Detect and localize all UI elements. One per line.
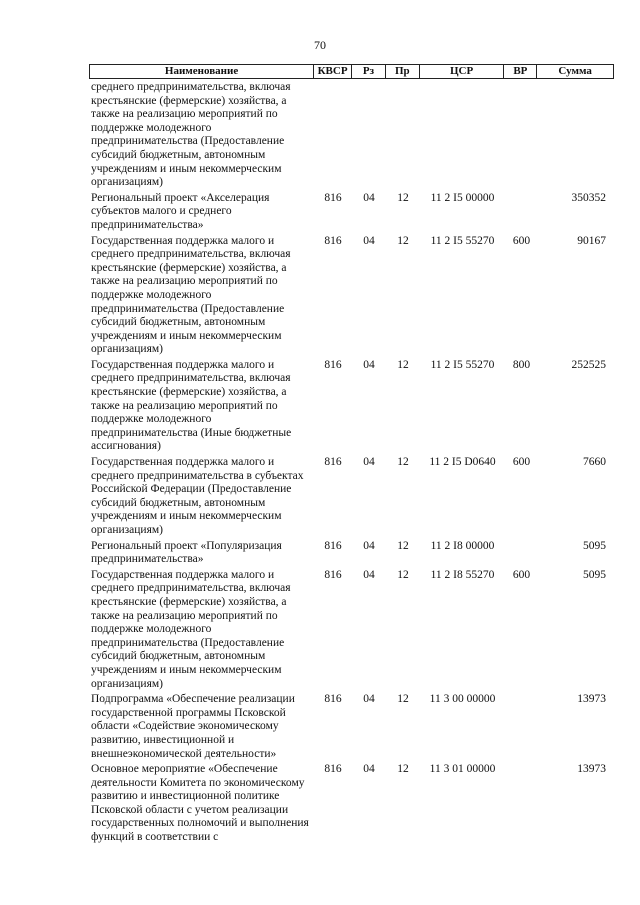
row-pr: 12 — [397, 693, 409, 706]
row-rz: 04 — [363, 568, 375, 581]
row-name: Государственная поддержка малого и среднего предпринимательства, включая крестьянские (фермерские) хозяйства, а также на реализацию мероприятий по поддержке молодежного предпринимательства (Иные бюджетные ассигнования) — [91, 358, 292, 453]
row-vr: 600 — [512, 568, 531, 581]
table-body — [89, 79, 614, 845]
row-vr — [505, 81, 538, 190]
row-sum: 90167 — [577, 234, 606, 247]
row-csr: 11 2 I5 55270 — [430, 234, 495, 247]
header-pr: Пр — [386, 65, 420, 78]
row-csr: 11 2 I5 D0640 — [429, 456, 496, 469]
row-csr — [420, 81, 505, 190]
row-name: Основное мероприятие «Обеспечение деятельности Комитета по экономическому развитию и инвестиционной политике Псковской области с учетом реализации государственных полномочий и выполнения функций в соответствии с — [91, 763, 309, 844]
row-kvsr: 816 — [324, 456, 342, 469]
row-vr — [505, 540, 538, 567]
row-vr — [505, 192, 538, 233]
row-sum: 5095 — [583, 539, 606, 552]
row-vr — [505, 763, 538, 845]
table-row — [89, 540, 614, 567]
row-kvsr: 816 — [324, 191, 342, 204]
row-name: Подпрограмма «Обеспечение реализации государственной программы Псковской области «Содействие экономическому развитию, инвестиционной и внешнеэкономической деятельности» — [91, 693, 295, 760]
row-csr: 11 3 01 00000 — [429, 763, 496, 776]
header-vr: ВР — [504, 65, 537, 78]
row-sum: 7660 — [583, 456, 606, 469]
row-pr: 12 — [397, 234, 409, 247]
row-csr: 11 3 00 00000 — [429, 693, 496, 706]
row-kvsr: 816 — [324, 234, 342, 247]
row-rz: 04 — [363, 191, 375, 204]
row-rz: 04 — [363, 539, 375, 552]
row-rz: 04 — [363, 456, 375, 469]
row-pr — [386, 81, 420, 190]
budget-table — [89, 64, 614, 845]
row-csr: 11 2 I5 00000 — [430, 191, 495, 204]
header-name: Наименование — [90, 65, 314, 78]
row-vr — [505, 693, 538, 761]
row-sum: 350352 — [571, 191, 606, 204]
row-sum: 13973 — [577, 763, 606, 776]
table-row — [89, 693, 614, 761]
row-sum: 252525 — [571, 358, 606, 371]
row-rz: 04 — [363, 358, 375, 371]
row-kvsr: 816 — [324, 358, 342, 371]
row-name: Государственная поддержка малого и среднего предпринимательства, включая крестьянские (фермерские) хозяйства, а также на реализацию мероприятий по поддержке молодежного предпринимательства (Предоставление субсидий бюджетным, автономным учреждениям и иным некоммерческим организациям) — [91, 568, 291, 690]
row-name: Государственная поддержка малого и среднего предпринимательства, включая крестьянские (фермерские) хозяйства, а также на реализацию мероприятий по поддержке молодежного предпринимательства (Предоставление субсидий бюджетным, автономным учреждениям и иным некоммерческим организациям) — [91, 234, 291, 356]
table-row — [89, 569, 614, 691]
row-pr: 12 — [397, 456, 409, 469]
row-csr: 11 2 I5 55270 — [430, 358, 495, 371]
row-rz: 04 — [363, 234, 375, 247]
row-sum: 13973 — [577, 693, 606, 706]
page-number: 70 — [314, 38, 326, 52]
table-row — [89, 192, 614, 233]
row-pr: 12 — [397, 763, 409, 776]
row-rz: 04 — [363, 763, 375, 776]
row-kvsr: 816 — [324, 693, 342, 706]
header-sum: Сумма — [558, 65, 592, 77]
table-row — [89, 359, 614, 454]
row-kvsr: 816 — [324, 763, 342, 776]
row-kvsr: 816 — [324, 539, 342, 552]
row-vr: 600 — [512, 456, 531, 469]
row-kvsr: 816 — [324, 568, 342, 581]
table-header — [89, 64, 614, 79]
table-row — [89, 763, 614, 845]
header-csr: ЦСР — [420, 65, 505, 78]
row-sum — [538, 81, 614, 190]
row-vr: 600 — [512, 234, 531, 247]
row-sum: 5095 — [583, 568, 606, 581]
row-csr: 11 2 I8 55270 — [430, 568, 495, 581]
row-rz: 04 — [363, 693, 375, 706]
row-pr: 12 — [397, 358, 409, 371]
row-rz — [352, 81, 386, 190]
row-name: Региональный проект «Популяризация предпринимательства» — [91, 539, 282, 566]
table-row — [89, 456, 614, 538]
row-name: среднего предпринимательства, включая крестьянские (фермерские) хозяйства, а также на реализацию мероприятий по поддержке молодежного предпринимательства (Предоставление субсидий бюджетным, автономным учреждениям и иным некоммерческим организациям) — [91, 81, 291, 189]
header-rz: Рз — [352, 65, 386, 78]
row-pr: 12 — [397, 568, 409, 581]
header-kvsr: КВСР — [314, 65, 352, 78]
table-row — [89, 235, 614, 357]
row-pr: 12 — [397, 191, 409, 204]
row-vr: 800 — [512, 358, 531, 371]
row-pr: 12 — [397, 539, 409, 552]
row-name: Государственная поддержка малого и среднего предпринимательства в субъектах Российской Федерации (Предоставление субсидий бюджетным, автономным учреждениям и иным некоммерческим организациям) — [91, 456, 304, 536]
row-csr: 11 2 I8 00000 — [430, 539, 495, 552]
row-kvsr — [314, 81, 352, 190]
table-row — [89, 81, 614, 190]
row-name: Региональный проект «Акселерация субъектов малого и среднего предпринимательства» — [91, 191, 270, 231]
